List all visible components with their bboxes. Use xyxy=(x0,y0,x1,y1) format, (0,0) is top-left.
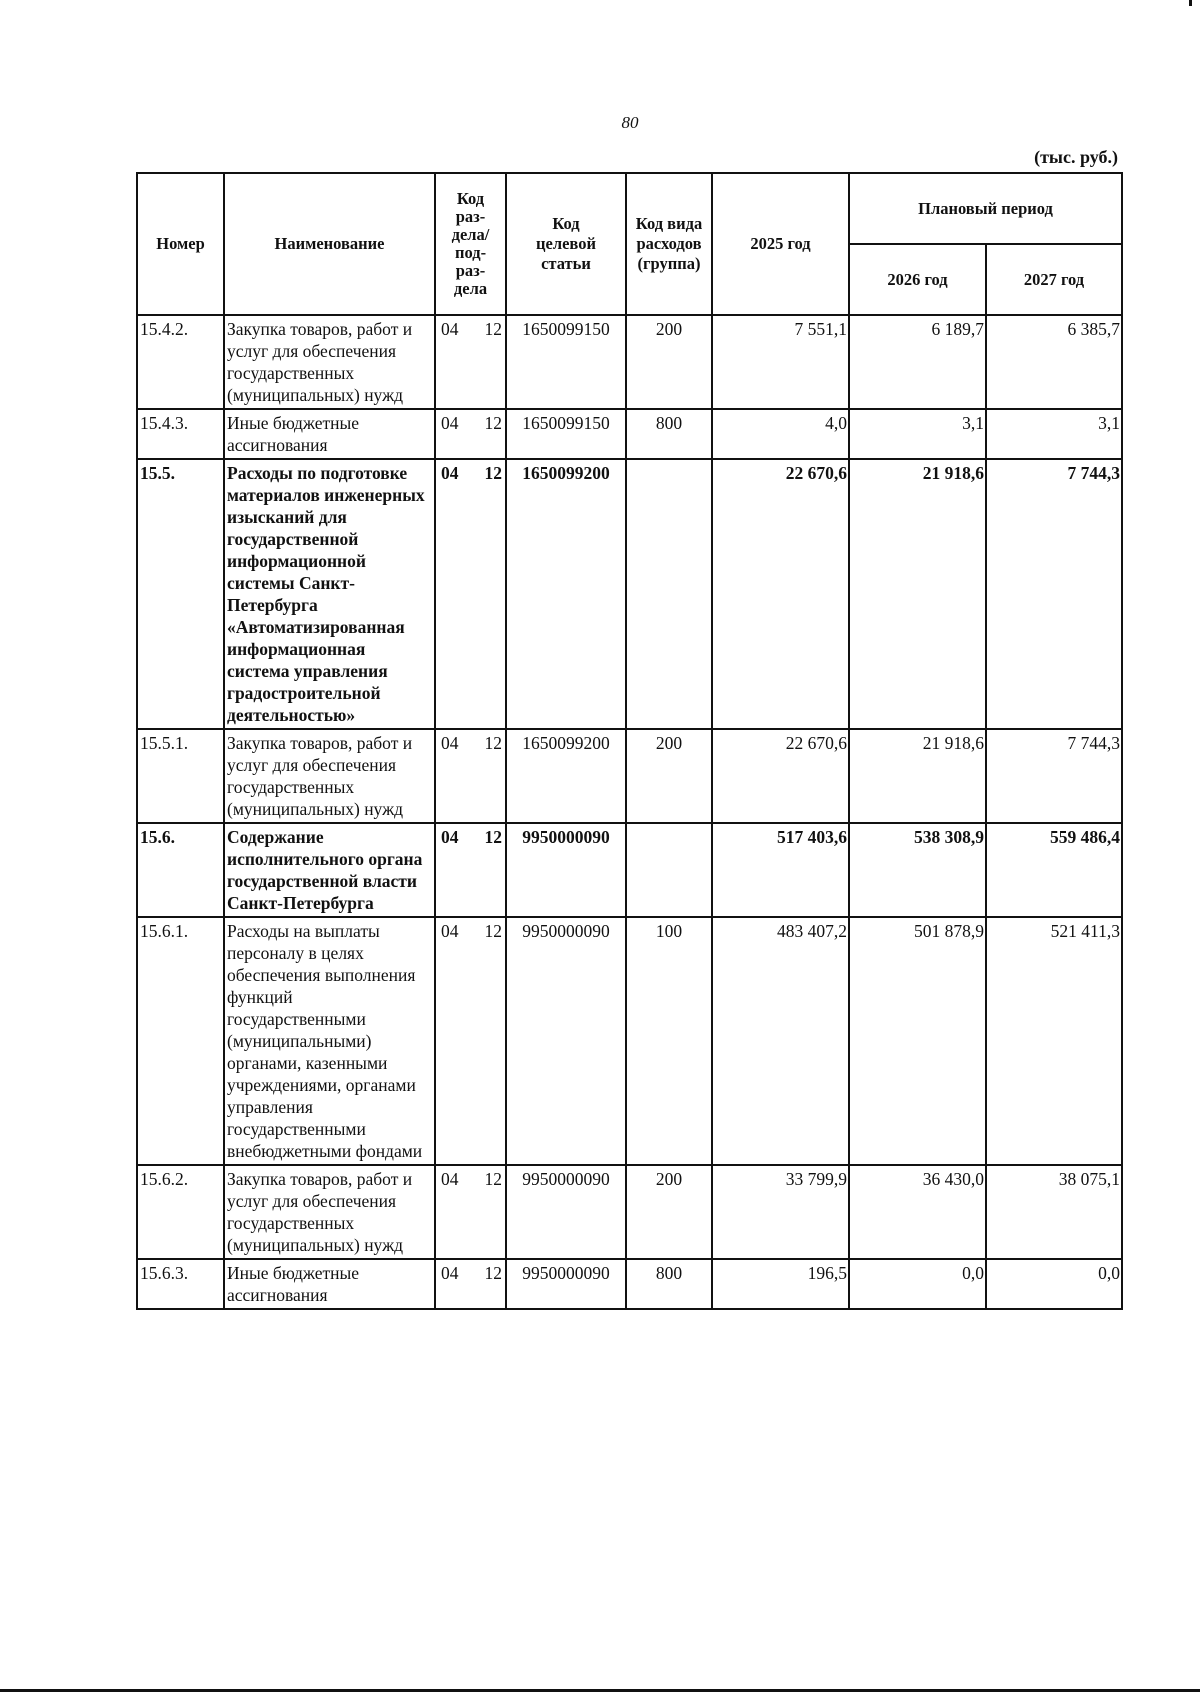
row-podrazdel: 12 xyxy=(484,827,502,847)
row-razdel: 04 xyxy=(441,827,459,847)
row-amount-2025: 483 407,2 xyxy=(712,917,849,1165)
header-razdel-line: под- xyxy=(454,243,487,262)
row-amount-2027: 0,0 xyxy=(986,1259,1122,1309)
row-razdel: 04 xyxy=(441,463,459,483)
row-target-code: 9950000090 xyxy=(506,1165,626,1259)
row-podrazdel: 12 xyxy=(484,413,502,433)
header-target-code-line: целевой xyxy=(536,234,596,253)
row-expense-type: 200 xyxy=(626,315,712,409)
table-row xyxy=(137,917,1122,1165)
row-podrazdel: 12 xyxy=(484,463,502,483)
header-planned-period: Плановый период xyxy=(849,173,1122,244)
row-podrazdel: 12 xyxy=(484,733,502,753)
row-expense-type xyxy=(626,459,712,729)
row-razdel: 04 xyxy=(441,921,459,941)
row-expense-type: 200 xyxy=(626,1165,712,1259)
row-name: Закупка товаров, работ и услуг для обеспечения государственных (муниципальных) нужд xyxy=(224,729,435,823)
row-amount-2027: 559 486,4 xyxy=(986,823,1122,917)
row-amount-2027: 38 075,1 xyxy=(986,1165,1122,1259)
budget-table xyxy=(136,172,1123,1310)
row-amount-2026: 3,1 xyxy=(849,409,986,459)
header-target-code-line: статьи xyxy=(541,254,591,273)
row-number: 15.4.3. xyxy=(137,409,224,459)
row-number: 15.6. xyxy=(137,823,224,917)
row-amount-2027: 6 385,7 xyxy=(986,315,1122,409)
row-section-code xyxy=(435,917,506,1165)
table-row xyxy=(137,1165,1122,1259)
row-section-code xyxy=(435,1165,506,1259)
header-2027: 2027 год xyxy=(986,244,1122,315)
row-amount-2027: 7 744,3 xyxy=(986,459,1122,729)
row-name: Иные бюджетные ассигнования xyxy=(224,409,435,459)
row-section-code xyxy=(435,1259,506,1309)
row-amount-2025: 517 403,6 xyxy=(712,823,849,917)
row-expense-type: 800 xyxy=(626,409,712,459)
table-header xyxy=(137,173,1122,315)
row-number: 15.4.2. xyxy=(137,315,224,409)
table-row xyxy=(137,315,1122,409)
row-podrazdel: 12 xyxy=(484,319,502,339)
row-amount-2026: 0,0 xyxy=(849,1259,986,1309)
units-label: (тыс. руб.) xyxy=(1034,147,1118,167)
row-razdel: 04 xyxy=(441,733,459,753)
header-razdel xyxy=(435,173,506,315)
row-amount-2025: 7 551,1 xyxy=(712,315,849,409)
header-razdel-line: дела xyxy=(453,279,488,298)
row-number: 15.6.2. xyxy=(137,1165,224,1259)
row-section-code xyxy=(435,459,506,729)
row-amount-2027: 7 744,3 xyxy=(986,729,1122,823)
row-number: 15.6.3. xyxy=(137,1259,224,1309)
row-amount-2026: 538 308,9 xyxy=(849,823,986,917)
row-target-code: 9950000090 xyxy=(506,1259,626,1309)
row-razdel: 04 xyxy=(441,319,459,339)
row-section-code xyxy=(435,823,506,917)
header-target-code-line: Код xyxy=(552,214,580,233)
row-name: Расходы на выплаты персоналу в целях обеспечения выполнения функций государственными (муниципальными) органами, казенными учреждениями, органами управления государственными внебюджетными фондами xyxy=(224,917,435,1165)
row-amount-2025: 22 670,6 xyxy=(712,729,849,823)
row-expense-type xyxy=(626,823,712,917)
header-razdel-line: Код xyxy=(456,189,485,208)
row-amount-2026: 36 430,0 xyxy=(849,1165,986,1259)
row-amount-2025: 196,5 xyxy=(712,1259,849,1309)
table-row xyxy=(137,1259,1122,1309)
row-razdel: 04 xyxy=(441,413,459,433)
header-expense-type xyxy=(626,173,712,315)
row-amount-2026: 6 189,7 xyxy=(849,315,986,409)
row-amount-2025: 4,0 xyxy=(712,409,849,459)
row-razdel: 04 xyxy=(441,1169,459,1189)
scan-edge-mark xyxy=(1189,0,1192,6)
header-2025: 2025 год xyxy=(712,173,849,315)
row-podrazdel: 12 xyxy=(484,1169,502,1189)
row-number: 15.5. xyxy=(137,459,224,729)
table-body xyxy=(137,315,1122,1309)
row-razdel: 04 xyxy=(441,1263,459,1283)
header-name: Наименование xyxy=(224,173,435,315)
row-name: Закупка товаров, работ и услуг для обеспечения государственных (муниципальных) нужд xyxy=(224,315,435,409)
row-number: 15.5.1. xyxy=(137,729,224,823)
row-target-code: 9950000090 xyxy=(506,823,626,917)
table-row xyxy=(137,459,1122,729)
row-podrazdel: 12 xyxy=(484,1263,502,1283)
row-expense-type: 800 xyxy=(626,1259,712,1309)
row-amount-2025: 33 799,9 xyxy=(712,1165,849,1259)
row-target-code: 1650099150 xyxy=(506,315,626,409)
header-razdel-line: раз- xyxy=(455,207,486,226)
row-amount-2025: 22 670,6 xyxy=(712,459,849,729)
header-expense-type-line: (группа) xyxy=(637,254,701,273)
row-amount-2026: 501 878,9 xyxy=(849,917,986,1165)
header-razdel-line: раз- xyxy=(455,261,486,280)
row-name: Расходы по подготовке материалов инженерных изысканий для государственной информационной системы Санкт-Петербурга «Автоматизированная информационная система управления градостроительной деятельностью» xyxy=(224,459,435,729)
header-target-code xyxy=(506,173,626,315)
row-number: 15.6.1. xyxy=(137,917,224,1165)
row-amount-2027: 521 411,3 xyxy=(986,917,1122,1165)
row-expense-type: 100 xyxy=(626,917,712,1165)
header-razdel-line: дела/ xyxy=(451,225,490,244)
header-number: Номер xyxy=(137,173,224,315)
header-expense-type-line: Код вида xyxy=(635,214,703,233)
row-target-code: 1650099200 xyxy=(506,729,626,823)
table-row xyxy=(137,409,1122,459)
row-name: Иные бюджетные ассигнования xyxy=(224,1259,435,1309)
table-row xyxy=(137,823,1122,917)
row-podrazdel: 12 xyxy=(484,921,502,941)
row-amount-2026: 21 918,6 xyxy=(849,729,986,823)
row-target-code: 1650099200 xyxy=(506,459,626,729)
row-amount-2026: 21 918,6 xyxy=(849,459,986,729)
table-row xyxy=(137,729,1122,823)
row-name: Закупка товаров, работ и услуг для обеспечения государственных (муниципальных) нужд xyxy=(224,1165,435,1259)
row-amount-2027: 3,1 xyxy=(986,409,1122,459)
row-section-code xyxy=(435,729,506,823)
row-name: Содержание исполнительного органа государственной власти Санкт-Петербурга xyxy=(224,823,435,917)
header-2026: 2026 год xyxy=(849,244,986,315)
header-expense-type-line: расходов xyxy=(636,234,702,253)
row-section-code xyxy=(435,315,506,409)
row-target-code: 9950000090 xyxy=(506,917,626,1165)
row-target-code: 1650099150 xyxy=(506,409,626,459)
row-section-code xyxy=(435,409,506,459)
page-number: 80 xyxy=(621,113,639,132)
row-expense-type: 200 xyxy=(626,729,712,823)
